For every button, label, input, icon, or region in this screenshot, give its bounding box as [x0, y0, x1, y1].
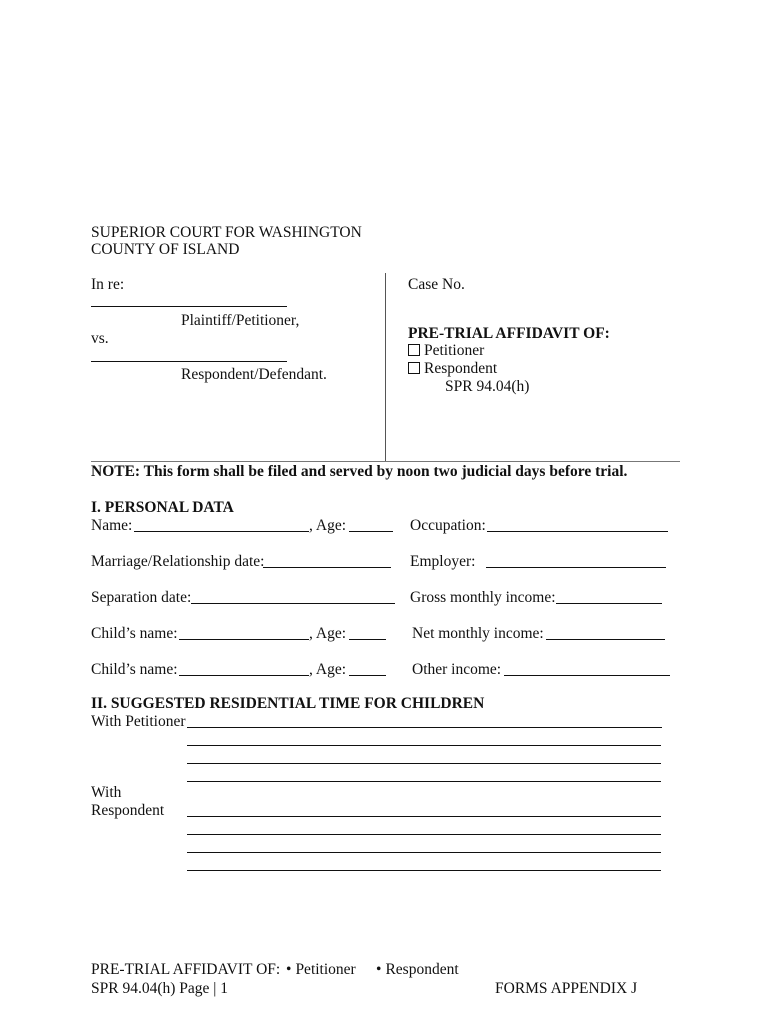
footer-option-petitioner: [286, 961, 356, 979]
bullet-icon: •: [286, 961, 292, 978]
petitioner-time-line-3[interactable]: [187, 763, 661, 764]
child2-name-label: Child’s name:: [91, 661, 178, 678]
gross-income-field[interactable]: [556, 603, 662, 604]
footer-affidavit-title: PRE-TRIAL AFFIDAVIT OF:: [91, 961, 281, 978]
respondent-label: Respondent/Defendant.: [181, 366, 327, 383]
respondent-time-line-2[interactable]: [187, 834, 661, 835]
net-income-label: Net monthly income:: [412, 625, 544, 642]
plaintiff-name-field[interactable]: [91, 306, 287, 307]
with-petitioner-label: With Petitioner: [91, 713, 186, 730]
case-no-label: Case No.: [408, 276, 465, 293]
caption-bottom-rule: [91, 461, 680, 462]
respondent-time-label: Respondent: [91, 802, 165, 819]
child1-name-label: Child’s name:: [91, 625, 178, 642]
marriage-date-field[interactable]: [263, 567, 391, 568]
footer-appendix: FORMS APPENDIX J: [495, 980, 638, 997]
child1-age-field[interactable]: [349, 639, 386, 640]
option-respondent[interactable]: [408, 360, 497, 378]
affidavit-title: PRE-TRIAL AFFIDAVIT OF:: [408, 325, 610, 342]
petitioner-time-line-1[interactable]: [187, 727, 662, 728]
age-field[interactable]: [349, 531, 393, 532]
with-label: With: [91, 784, 122, 801]
in-re-label: In re:: [91, 276, 125, 293]
separation-date-label: Separation date:: [91, 589, 192, 606]
child1-name-field[interactable]: [179, 639, 309, 640]
section-personal-data-heading: I. PERSONAL DATA: [91, 499, 234, 516]
section-residential-time-heading: II. SUGGESTED RESIDENTIAL TIME FOR CHILDREN: [91, 695, 485, 712]
respondent-time-line-3[interactable]: [187, 852, 661, 853]
child2-age-field[interactable]: [349, 675, 386, 676]
marriage-date-label: Marriage/Relationship date:: [91, 553, 265, 570]
caption-divider: [385, 273, 386, 462]
occupation-field[interactable]: [487, 531, 668, 532]
separation-date-field[interactable]: [191, 603, 395, 604]
respondent-option-label: Respondent: [424, 360, 498, 377]
age-label: , Age:: [309, 517, 347, 534]
plaintiff-label: Plaintiff/Petitioner,: [181, 312, 300, 329]
petitioner-checkbox[interactable]: [408, 344, 420, 356]
footer-option-respondent: [376, 961, 459, 979]
child2-age-label: , Age:: [309, 661, 347, 678]
name-label: Name:: [91, 517, 133, 534]
occupation-label: Occupation:: [410, 517, 486, 534]
petitioner-option-label: Petitioner: [424, 342, 485, 359]
option-petitioner[interactable]: [408, 342, 484, 360]
respondent-time-line-4[interactable]: [187, 870, 661, 871]
respondent-time-line-1[interactable]: [187, 816, 661, 817]
court-name: SUPERIOR COURT FOR WASHINGTON: [91, 224, 362, 241]
respondent-name-field[interactable]: [91, 361, 287, 362]
rule-reference: SPR 94.04(h): [445, 378, 530, 395]
footer-page-number: SPR 94.04(h) Page | 1: [91, 980, 229, 997]
respondent-checkbox[interactable]: [408, 362, 420, 374]
footer-petitioner-label: Petitioner: [295, 961, 356, 978]
employer-field[interactable]: [486, 567, 666, 568]
bullet-icon: •: [376, 961, 382, 978]
filing-note: NOTE: This form shall be filed and served by noon two judicial days before trial.: [91, 463, 628, 480]
net-income-field[interactable]: [546, 639, 665, 640]
petitioner-time-line-2[interactable]: [187, 745, 661, 746]
employer-label: Employer:: [410, 553, 476, 570]
child2-name-field[interactable]: [179, 675, 309, 676]
footer-respondent-label: Respondent: [385, 961, 459, 978]
gross-income-label: Gross monthly income:: [410, 589, 556, 606]
name-field[interactable]: [134, 531, 309, 532]
petitioner-time-line-4[interactable]: [187, 781, 661, 782]
other-income-field[interactable]: [504, 675, 670, 676]
other-income-label: Other income:: [412, 661, 502, 678]
child1-age-label: , Age:: [309, 625, 347, 642]
county-name: COUNTY OF ISLAND: [91, 241, 240, 258]
vs-label: vs.: [91, 330, 109, 347]
